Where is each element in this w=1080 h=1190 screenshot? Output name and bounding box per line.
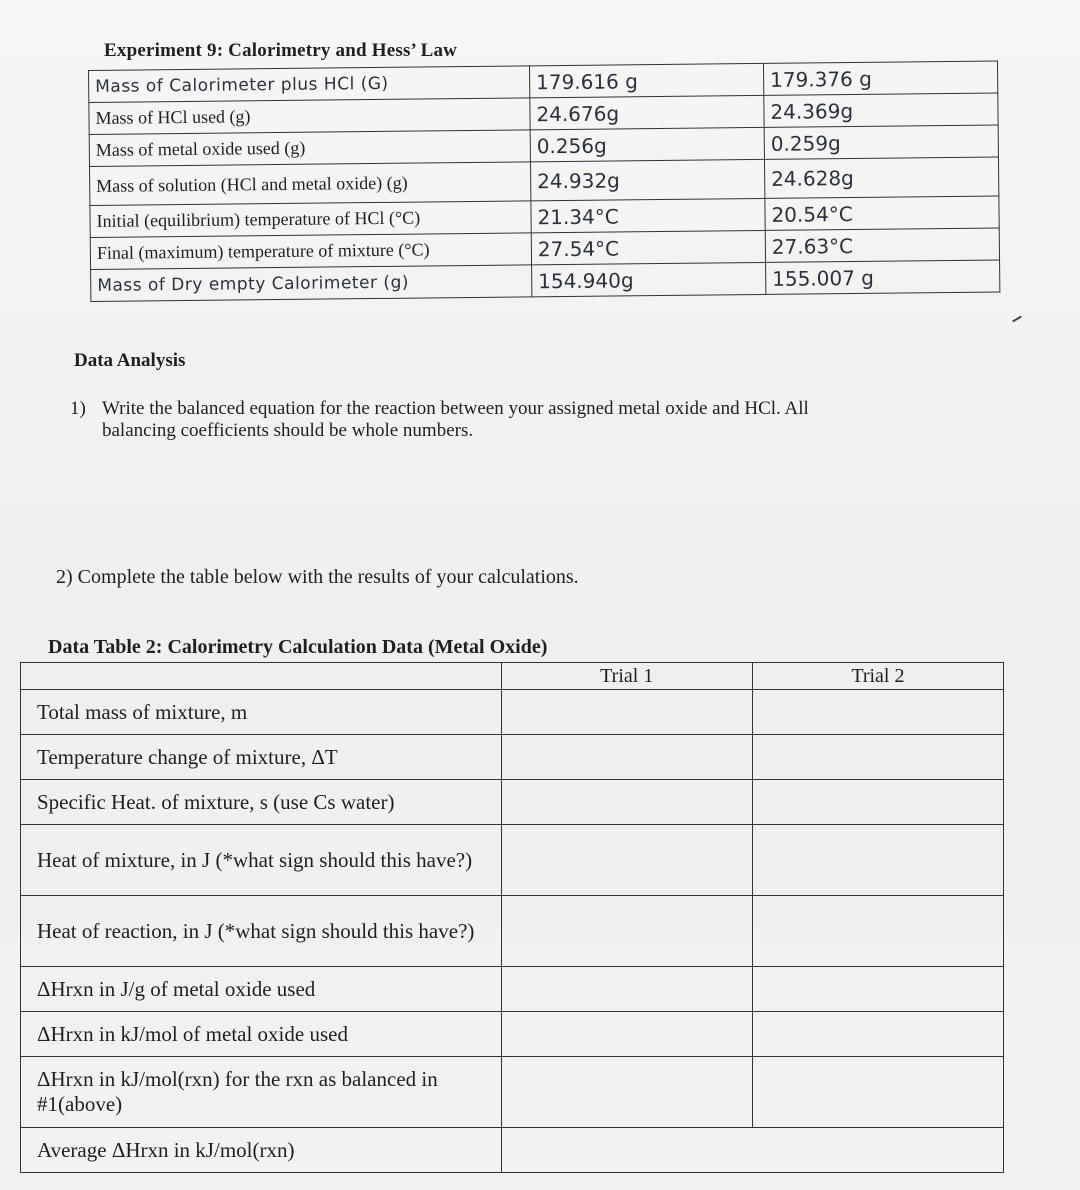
trial2-value: 27.63°C — [765, 228, 999, 262]
row-label: Initial (equilibrium) temperature of HCl (°C) — [90, 201, 531, 238]
table-row — [21, 967, 1004, 1012]
question-1 — [70, 398, 1010, 442]
trial1-value: 24.932g — [530, 159, 764, 200]
row-label: Final (maximum) temperature of mixture (°C) — [90, 233, 531, 270]
pen-mark — [1012, 316, 1022, 323]
trial1-input-cell[interactable] — [501, 1057, 752, 1128]
row-label: Mass of HCl used (g) — [89, 98, 530, 135]
trial1-value: 24.676g — [530, 95, 764, 129]
row-label: Average ΔHrxn in kJ/mol(rxn) — [21, 1128, 502, 1173]
table-row — [21, 735, 1004, 780]
trial2-value: 20.54°C — [765, 196, 999, 230]
row-label: Total mass of mixture, m — [21, 690, 502, 735]
data-table-2-caption: Data Table 2: Calorimetry Calculation Data (Metal Oxide) — [48, 636, 548, 658]
table-row — [21, 780, 1004, 825]
row-label: Heat of reaction, in J (*what sign should this have?) — [21, 896, 502, 967]
trial2-input-cell[interactable] — [752, 896, 1003, 967]
trial1-input-cell[interactable] — [501, 690, 752, 735]
header-trial-1: Trial 1 — [501, 663, 752, 690]
trial2-value: 179.376 g — [763, 61, 997, 95]
trial2-value: 155.007 g — [766, 260, 1000, 294]
trial1-input-cell[interactable] — [501, 780, 752, 825]
row-label: Specific Heat. of mixture, s (use Cs water) — [21, 780, 502, 825]
trial1-input-cell[interactable] — [501, 735, 752, 780]
experiment-title: Experiment 9: Calorimetry and Hess’ Law — [104, 40, 458, 61]
header-trial-2: Trial 2 — [752, 663, 1003, 690]
row-label: Heat of mixture, in J (*what sign should this have?) — [21, 825, 502, 896]
trial2-value: 24.369g — [764, 93, 998, 127]
row-label: ΔHrxn in J/g of metal oxide used — [21, 967, 502, 1012]
trial2-input-cell[interactable] — [752, 1012, 1003, 1057]
data-table-2 — [20, 662, 1004, 1173]
trial1-input-cell[interactable] — [501, 1012, 752, 1057]
trial1-input-cell[interactable] — [501, 967, 752, 1012]
trial2-input-cell[interactable] — [752, 780, 1003, 825]
trial2-input-cell[interactable] — [752, 735, 1003, 780]
trial1-input-cell[interactable] — [501, 825, 752, 896]
trial1-input-cell[interactable] — [501, 896, 752, 967]
trial2-input-cell[interactable] — [752, 967, 1003, 1012]
question-text: Complete the table below with the results of your calculations. — [77, 566, 579, 588]
table-row — [21, 1057, 1004, 1128]
question-number: 1) — [70, 398, 86, 419]
table-header-row — [21, 663, 1004, 690]
row-label: ΔHrxn in kJ/mol(rxn) for the rxn as balanced in #1(above) — [21, 1057, 502, 1128]
table-row — [21, 896, 1004, 967]
table-row — [21, 1128, 1004, 1173]
trial2-value: 24.628g — [764, 157, 998, 198]
table-row — [21, 1012, 1004, 1057]
question-text: Write the balanced equation for the reaction between your assigned metal oxide and HCl. All — [102, 398, 809, 419]
table-row — [21, 825, 1004, 896]
trial2-value: 0.259g — [764, 125, 998, 159]
row-label: Mass of Calorimeter plus HCl (G) — [89, 66, 530, 103]
trial2-input-cell[interactable] — [752, 690, 1003, 735]
trial1-value: 154.940g — [532, 262, 766, 296]
row-label: Temperature change of mixture, ΔT — [21, 735, 502, 780]
table-row — [21, 690, 1004, 735]
row-label: Mass of metal oxide used (g) — [89, 130, 530, 167]
question-text-continued: balancing coefficients should be whole numbers. — [102, 420, 474, 441]
trial2-input-cell[interactable] — [752, 1057, 1003, 1128]
row-label: Mass of solution (HCl and metal oxide) (g) — [90, 162, 531, 206]
question-number: 2) — [56, 566, 73, 588]
row-label: ΔHrxn in kJ/mol of metal oxide used — [21, 1012, 502, 1057]
data-table-1 — [88, 60, 1000, 302]
data-analysis-heading: Data Analysis — [74, 350, 186, 371]
row-label: Mass of Dry empty Calorimeter (g) — [91, 265, 532, 302]
trial1-value: 0.256g — [530, 127, 764, 161]
question-2 — [56, 566, 579, 589]
header-empty-cell — [21, 663, 502, 690]
trial1-value: 27.54°C — [531, 230, 765, 264]
trial1-value: 21.34°C — [531, 198, 765, 232]
trial1-value: 179.616 g — [529, 63, 763, 97]
trial2-input-cell[interactable] — [752, 825, 1003, 896]
average-input-cell[interactable] — [501, 1128, 1003, 1173]
